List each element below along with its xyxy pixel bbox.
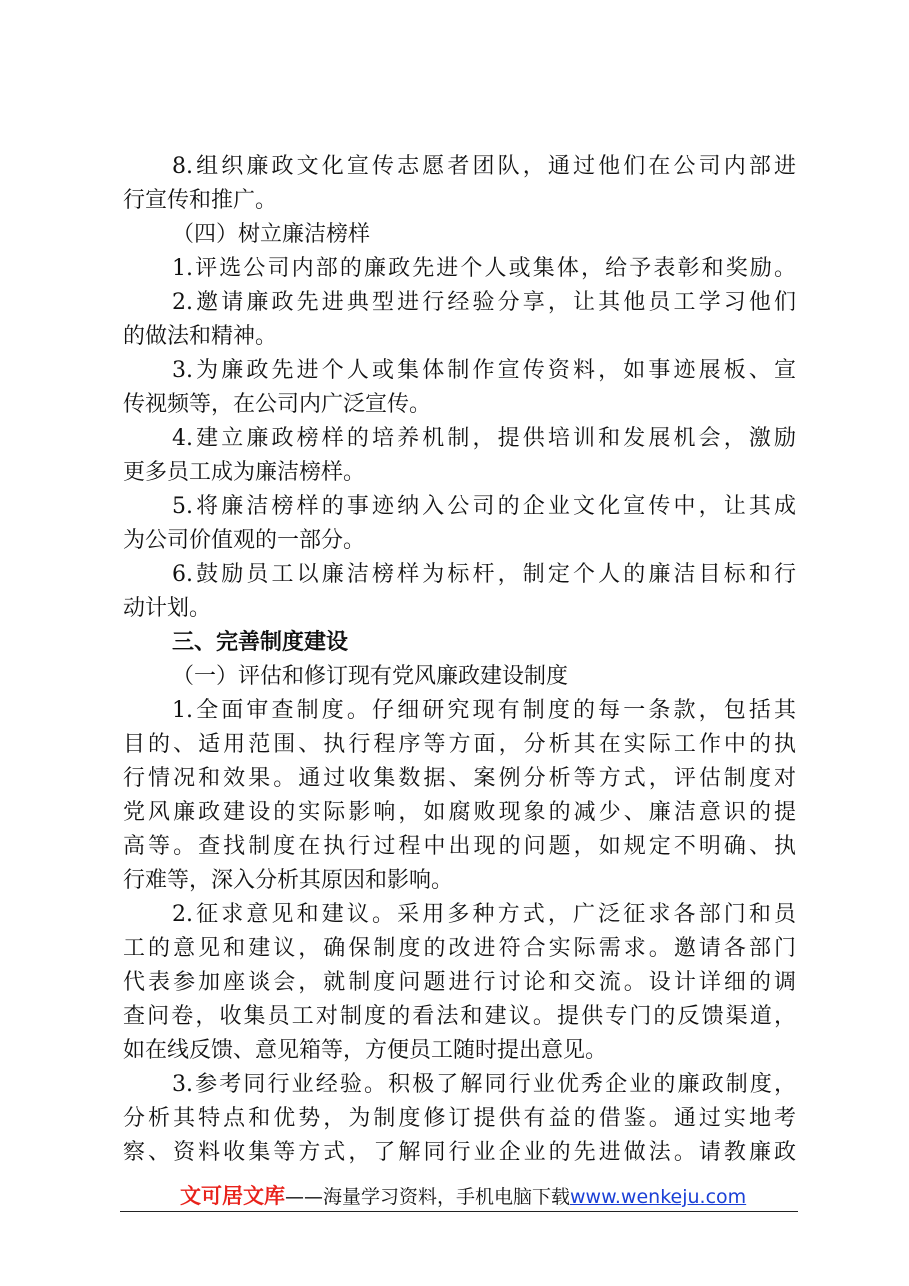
footer-url-link[interactable]: www.wenkeju.com <box>570 1186 747 1208</box>
paragraph-line: 2.征求意见和建议。采用多种方式，广泛征求各部门和员 <box>172 902 796 927</box>
section-heading: （一）评估和修订现有党风廉政建设制度 <box>172 664 569 689</box>
paragraph-line: 分析其特点和优势，为制度修订提供有益的借鉴。通过实地考 <box>123 1106 796 1131</box>
paragraph-line: 如在线反馈、意见箱等，方便员工随时提出意见。 <box>123 1038 608 1063</box>
paragraph-line: 为公司价值观的一部分。 <box>123 528 366 553</box>
paragraph-line: 3.参考同行业经验。积极了解同行业优秀企业的廉政制度， <box>172 1072 796 1097</box>
paragraph-line: 2.邀请廉政先进典型进行经验分享，让其他员工学习他们 <box>172 290 796 315</box>
page-footer <box>180 1182 746 1210</box>
paragraph-line: 行情况和效果。通过收集数据、案例分析等方式，评估制度对 <box>123 766 796 791</box>
paragraph-line: 工的意见和建议，确保制度的改进符合实际需求。邀请各部门 <box>123 936 796 961</box>
paragraph-line: 传视频等，在公司内广泛宣传。 <box>123 392 432 417</box>
paragraph-line: 党风廉政建设的实际影响，如腐败现象的减少、廉洁意识的提 <box>123 800 796 825</box>
paragraph-line: 6.鼓励员工以廉洁榜样为标杆，制定个人的廉洁目标和行 <box>172 562 796 587</box>
section-heading: （四）树立廉洁榜样 <box>172 222 371 247</box>
paragraph-line: 行宣传和推广。 <box>123 188 278 213</box>
paragraph-line: 8.组织廉政文化宣传志愿者团队，通过他们在公司内部进 <box>172 154 796 179</box>
paragraph-line: 动计划。 <box>123 596 212 621</box>
paragraph-line: 行难等，深入分析其原因和影响。 <box>123 868 454 893</box>
paragraph-line: 1.评选公司内部的廉政先进个人或集体，给予表彰和奖励。 <box>172 256 796 281</box>
paragraph-line: 5.将廉洁榜样的事迹纳入公司的企业文化宣传中，让其成 <box>172 494 796 519</box>
footer-divider <box>120 1211 798 1212</box>
paragraph-line: 高等。查找制度在执行过程中出现的问题，如规定不明确、执 <box>123 834 796 859</box>
paragraph-line: 3.为廉政先进个人或集体制作宣传资料，如事迹展板、宣 <box>172 358 796 383</box>
footer-brand: 文可居文库 <box>180 1184 285 1208</box>
paragraph-line: 目的、适用范围、执行程序等方面，分析其在实际工作中的执 <box>123 732 796 757</box>
paragraph-line: 的做法和精神。 <box>123 324 278 349</box>
paragraph-line: 查问卷，收集员工对制度的看法和建议。提供专门的反馈渠道， <box>123 1004 796 1029</box>
footer-slogan: ——海量学习资料，手机电脑下载 <box>285 1186 571 1208</box>
chapter-heading: 三、完善制度建设 <box>172 630 349 655</box>
paragraph-line: 4.建立廉政榜样的培养机制，提供培训和发展机会，激励 <box>172 426 796 451</box>
paragraph-line: 代表参加座谈会，就制度问题进行讨论和交流。设计详细的调 <box>123 970 796 995</box>
paragraph-line: 察、资料收集等方式，了解同行业企业的先进做法。请教廉政 <box>123 1140 796 1165</box>
paragraph-line: 1.全面审查制度。仔细研究现有制度的每一条款，包括其 <box>172 698 796 723</box>
paragraph-line: 更多员工成为廉洁榜样。 <box>123 460 366 485</box>
